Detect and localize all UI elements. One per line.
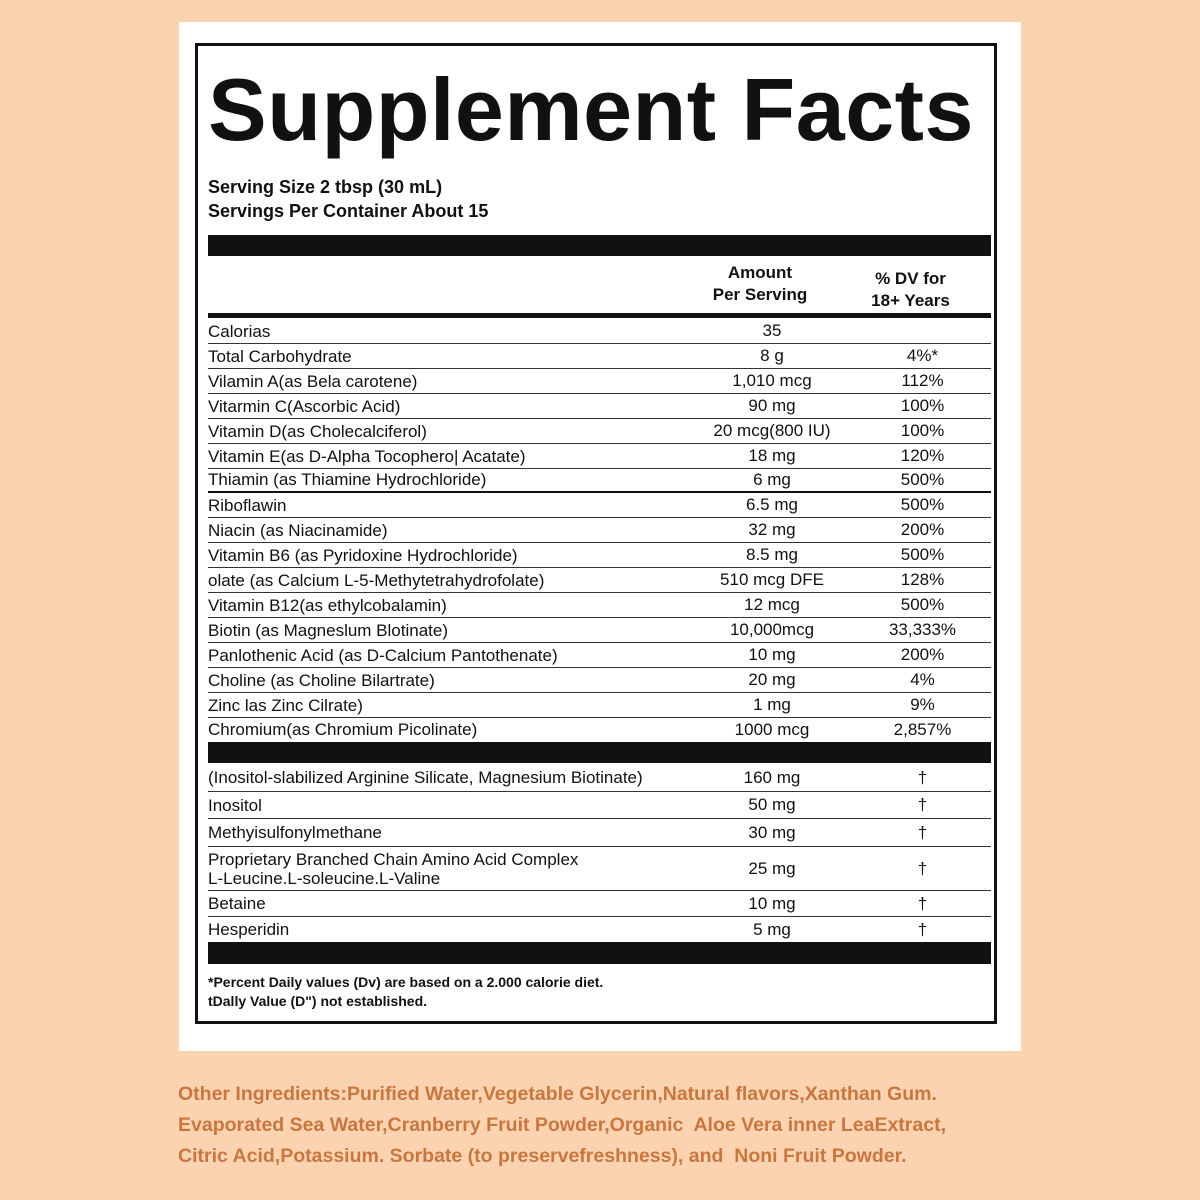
nutrient-name-line: Biotin (as Magneslum Blotinate) <box>208 620 449 640</box>
dv-header-line1: % DV for <box>875 269 946 288</box>
daily-value-percent: † <box>917 822 928 842</box>
amount-per-serving: 1 mg <box>753 695 791 714</box>
daily-value-percent: 9% <box>910 695 935 714</box>
nutrient-name <box>208 894 690 913</box>
nutrient-name <box>208 447 690 466</box>
amount-per-serving: 8 g <box>760 346 784 365</box>
table-row <box>208 917 991 942</box>
nutrient-name-line: Vitamin B12(as ethylcobalamin) <box>208 595 447 615</box>
daily-value-percent: 2,857% <box>893 719 952 739</box>
other-ingredients <box>178 1079 1178 1172</box>
nutrient-name-line: L-Leucine.L-soleucine.L-Valine <box>208 868 441 888</box>
nutrient-name <box>208 696 690 715</box>
nutrient-name <box>208 596 690 615</box>
nutrient-name-line: Vitamin E(as D-Alpha Tocophero| Acatate) <box>208 446 526 466</box>
table-row <box>208 668 991 693</box>
table-row <box>208 792 991 819</box>
other-ingredients-line: Evaporated Sea Water,Cranberry Fruit Powder,Organic Aloe Vera inner LeaExtract, <box>178 1114 946 1136</box>
daily-value-percent: 100% <box>900 421 945 440</box>
nutrient-name <box>208 621 690 640</box>
nutrient-name <box>208 768 690 787</box>
amount-per-serving: 12 mcg <box>744 595 800 614</box>
divider-bar-middle <box>208 742 991 763</box>
table-row <box>208 891 991 917</box>
daily-value-percent: 4% <box>910 670 935 689</box>
daily-value-percent: 500% <box>900 595 945 614</box>
table-row <box>208 717 991 742</box>
amount-header-line1: Amount <box>727 263 793 282</box>
daily-value-percent: 200% <box>900 645 945 664</box>
footnote-dv-not-established: tDally Value (D") not established. <box>208 993 428 1009</box>
nutrient-name-line: Methyisulfonylmethane <box>208 823 382 842</box>
supplement-card <box>179 22 1021 1051</box>
amount-per-serving: 160 mg <box>743 767 801 787</box>
daily-value-percent: 200% <box>900 520 945 539</box>
servings-per-container: Servings Per Container About 15 <box>208 201 489 221</box>
table-row <box>208 543 991 568</box>
daily-value-percent: 500% <box>900 469 945 489</box>
nutrient-name-line: (Inositol-slabilized Arginine Silicate, Magnesium Biotinate) <box>208 768 643 787</box>
nutrient-name-line: Chromium(as Chromium Picolinate) <box>208 720 478 739</box>
daily-value-percent: 500% <box>900 495 945 514</box>
dv-header <box>842 268 979 312</box>
table-row <box>208 319 991 344</box>
nutrient-name <box>208 372 690 391</box>
nutrient-name <box>208 646 690 665</box>
table-row <box>208 518 991 543</box>
amount-per-serving: 10,000mcg <box>729 620 815 639</box>
table-row <box>208 764 991 792</box>
table-row <box>208 394 991 419</box>
nutrient-name-line: olate (as Calcium L-5-Methytetrahydrofolate) <box>208 570 545 590</box>
daily-value-percent: † <box>917 858 928 878</box>
nutrient-name <box>208 720 690 739</box>
amount-per-serving: 10 mg <box>748 893 796 913</box>
amount-per-serving: 10 mg <box>748 645 796 664</box>
daily-value-percent: 33,333% <box>888 620 957 639</box>
daily-value-percent: 4%* <box>906 346 939 365</box>
daily-value-percent: 500% <box>900 545 945 564</box>
nutrient-name <box>208 521 690 540</box>
divider-bar-bottom <box>208 942 991 964</box>
table-row <box>208 618 991 643</box>
daily-value-percent: 100% <box>900 396 945 415</box>
nutrient-name <box>208 823 690 842</box>
amount-per-serving: 8.5 mg <box>746 545 798 564</box>
daily-value-percent: † <box>917 919 928 939</box>
serving-size: Serving Size 2 tbsp (30 mL) <box>208 177 443 197</box>
amount-per-serving: 90 mg <box>748 396 796 415</box>
nutrient-name-line: Betaine <box>208 894 266 913</box>
supplement-facts-panel <box>195 43 997 1024</box>
amount-per-serving: 1000 mcg <box>734 719 810 739</box>
amount-per-serving: 5 mg <box>753 919 791 939</box>
table-row <box>208 344 991 369</box>
nutrient-name <box>208 796 690 815</box>
divider-bar-header <box>208 313 991 318</box>
amount-per-serving: 50 mg <box>748 795 796 814</box>
table-row <box>208 693 991 718</box>
amount-per-serving: 35 <box>762 321 782 340</box>
table-row <box>208 369 991 394</box>
nutrient-name <box>208 496 690 515</box>
daily-value-percent: † <box>917 893 928 913</box>
amount-per-serving: 6 mg <box>753 469 791 489</box>
nutrient-name-line: Choline (as Choline Bilartrate) <box>208 670 435 690</box>
amount-per-serving: 18 mg <box>748 446 796 465</box>
amount-per-serving: 1,010 mcg <box>732 371 812 390</box>
nutrient-name-line: Vitarmin C(Ascorbic Acid) <box>208 396 401 416</box>
nutrient-name <box>208 397 690 416</box>
table-row <box>208 819 991 847</box>
nutrient-name <box>208 571 690 590</box>
nutrient-name-line: Hesperidin <box>208 920 290 939</box>
nutrient-name-line: Thiamin (as Thiamine Hydrochloride) <box>208 470 487 489</box>
nutrient-name-line: Proprietary Branched Chain Amino Acid Complex <box>208 849 579 869</box>
amount-per-serving: 6.5 mg <box>746 495 798 514</box>
daily-value-percent: † <box>917 795 928 814</box>
nutrient-name <box>208 347 690 366</box>
nutrient-name-line: Inositol <box>208 795 262 815</box>
amount-per-serving: 20 mcg(800 IU) <box>713 421 831 440</box>
amount-per-serving: 25 mg <box>748 858 796 878</box>
daily-value-percent: 120% <box>900 446 945 465</box>
daily-value-percent: 112% <box>901 371 944 390</box>
table-row <box>208 847 991 891</box>
nutrient-name-line: Niacin (as Niacinamide) <box>208 520 388 540</box>
nutrient-name <box>208 422 690 441</box>
nutrient-name <box>208 850 690 888</box>
amount-header-line2: Per Serving <box>712 285 808 304</box>
amount-header <box>678 262 842 306</box>
table-row <box>208 568 991 593</box>
table-row <box>208 493 991 518</box>
nutrient-name-line: Calorias <box>208 321 271 341</box>
amount-per-serving: 510 mcg DFE <box>720 570 824 589</box>
nutrient-name-line: Panlothenic Acid (as D-Calcium Pantothenate) <box>208 645 558 665</box>
other-ingredients-line: Citric Acid,Potassium. Sorbate (to preservefreshness), and Noni Fruit Powder. <box>178 1145 907 1167</box>
nutrient-name-line: Total Carbohydrate <box>208 346 352 366</box>
table-row <box>208 468 991 493</box>
other-ingredients-line: Other Ingredients:Purified Water,Vegetable Glycerin,Natural flavors,Xanthan Gum. <box>178 1083 937 1105</box>
dv-header-line2: 18+ Years <box>871 291 950 310</box>
amount-per-serving: 30 mg <box>748 822 796 842</box>
nutrient-name-line: Vitamin B6 (as Pyridoxine Hydrochloride) <box>208 545 518 565</box>
nutrient-name-line: Zinc las Zinc Cilrate) <box>208 695 363 715</box>
nutrient-name-line: Vilamin A(as Bela carotene) <box>208 371 418 391</box>
nutrient-name <box>208 546 690 565</box>
nutrient-name-line: Vitamin D(as Cholecalciferol) <box>208 421 427 441</box>
table-row <box>208 593 991 618</box>
nutrient-name <box>208 322 690 341</box>
table-row <box>208 419 991 444</box>
nutrient-name-line: Riboflawin <box>208 495 287 515</box>
divider-bar-top <box>208 235 991 256</box>
amount-per-serving: 20 mg <box>748 670 796 689</box>
nutrient-name <box>208 470 690 489</box>
panel-title: Supplement Facts <box>208 60 974 159</box>
table-row <box>208 643 991 668</box>
amount-per-serving: 32 mg <box>748 520 796 539</box>
nutrient-name <box>208 920 690 939</box>
daily-value-percent: † <box>917 767 928 787</box>
daily-value-percent: 128% <box>900 570 945 589</box>
nutrient-name <box>208 671 690 690</box>
table-row <box>208 444 991 469</box>
footnote-percent-dv: *Percent Daily values (Dv) are based on a 2.000 calorie diet. <box>208 974 604 990</box>
